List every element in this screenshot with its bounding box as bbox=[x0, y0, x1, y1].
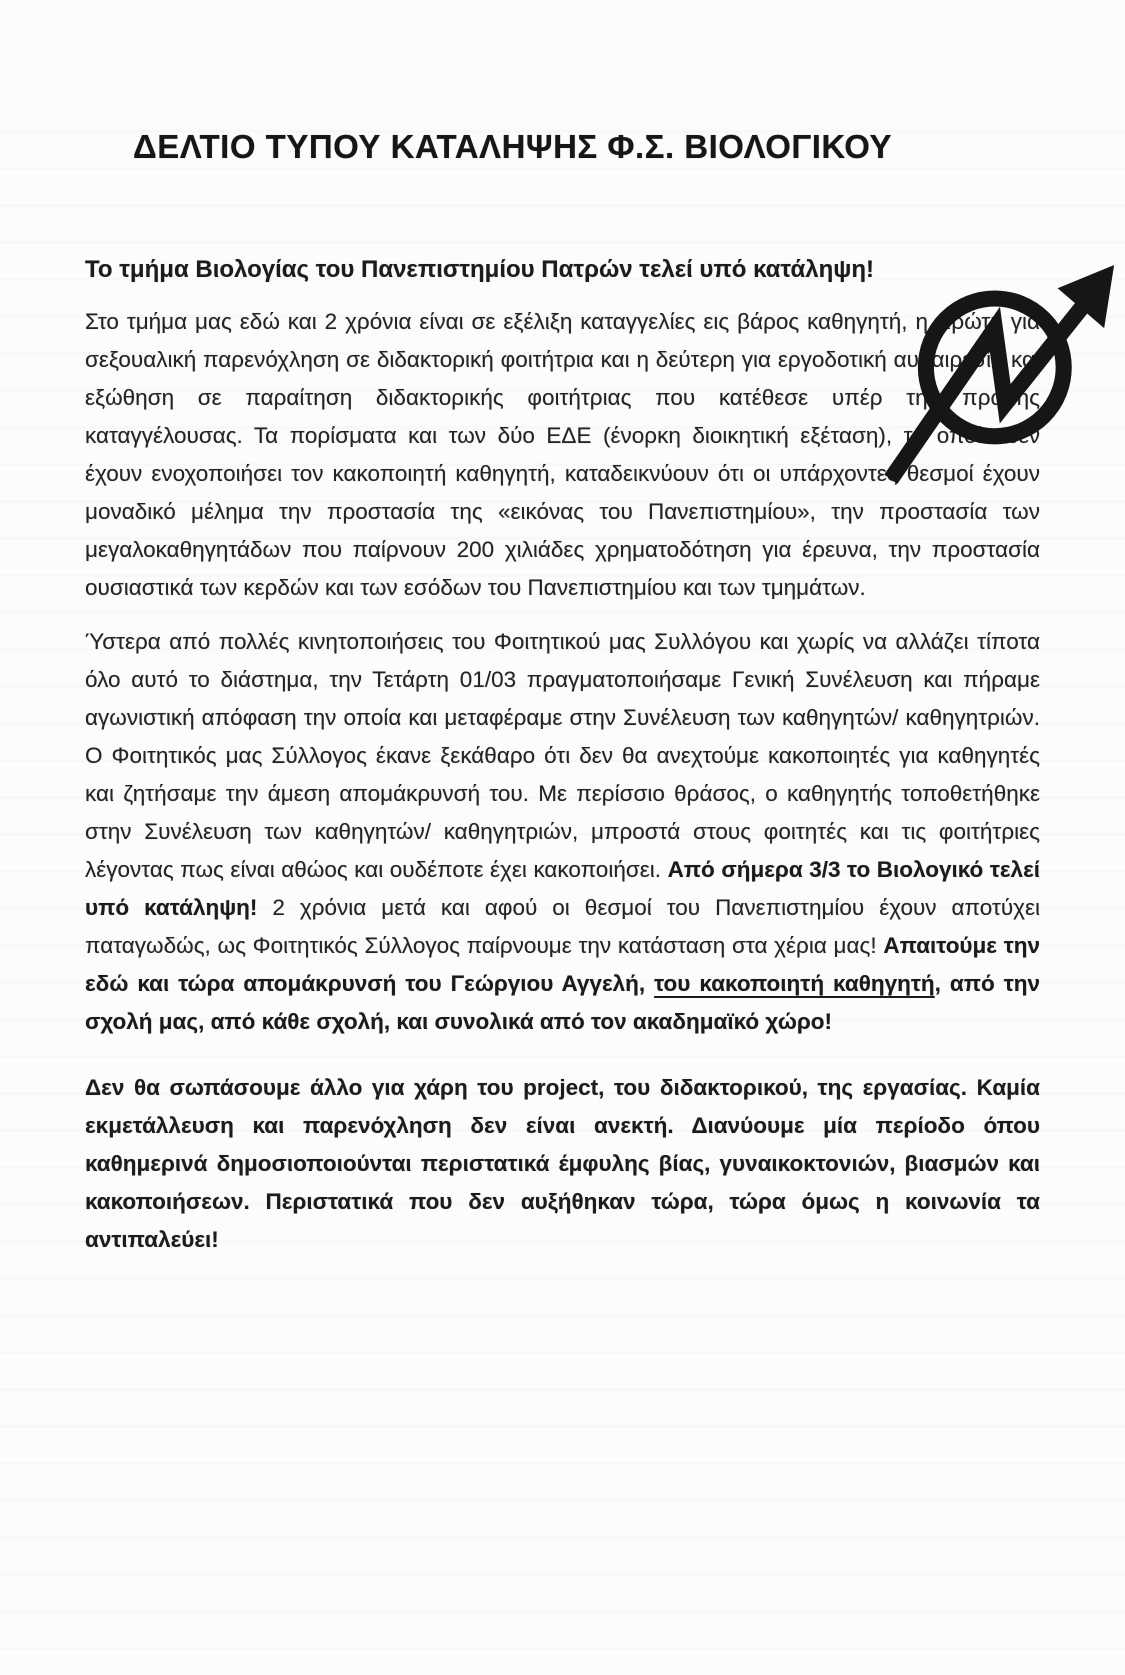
squatters-symbol-icon bbox=[880, 240, 1120, 500]
abuser-professor-underlined: του κακοποιητή καθηγητή bbox=[654, 970, 935, 996]
occupation-declaration-bold: Από σήμερα 3/3 το Βιολογικό τελεί υπό κατάληψη! bbox=[85, 856, 1040, 920]
page-title: ΔΕΛΤΙΟ ΤΥΠΟΥ ΚΑΤΑΛΗΨΗΣ Φ.Σ. ΒΙΟΛΟΓΙΚΟΥ bbox=[133, 128, 892, 165]
paragraph-occupation bbox=[85, 623, 1040, 1041]
document-page bbox=[0, 130, 1125, 1675]
paragraph-closing-statement: Δεν θα σωπάσουμε άλλο για χάρη του project, του διδακτορικού, της εργασίας. Καμία εκμετάλλευση και παρενόχληση δεν είναι ανεκτή. Διανύουμε μία περίοδο όπου καθημερινά δημοσιοποιούνται περιστατικά έμφυλης βίας, γυναικοκτονιών, βιασμών και κακοποιήσεων. Περιστατικά που δεν αυξήθηκαν τώρα, τώρα όμως η κοινωνία τα αντιπαλεύει! bbox=[85, 1074, 1040, 1252]
demand-removal-bold: Απαιτούμε την εδώ και τώρα απομάκρυνσή του Γεώργιου Αγγελή, bbox=[85, 932, 1040, 996]
demand-removal-bold-2: , από την σχολή μας, από κάθε σχολή, και συνολικά από τον ακαδημαϊκό χώρο! bbox=[85, 970, 1041, 1034]
paragraph-occupation-text-2: 2 χρόνια μετά και αφού οι θεσμοί του Πανεπιστημίου έχουν αποτύχει παταγωδώς, ως Φοιτητικός Σύλλογος παίρνουμε την κατάσταση στα χέρια μας! bbox=[85, 894, 1040, 958]
paragraph-complaints: Στο τμήμα μας εδώ και 2 χρόνια είναι σε εξέλιξη καταγγελίες εις βάρος καθηγητή, η πρώτη για σεξουαλική παρενόχληση σε διδακτορική φοιτήτρια και η δεύτερη για εργοδοτική αυθαιρεσία και εξώθηση σε παραίτηση διδακτορικής φοιτήτριας που κατέθεσε υπέρ της πρώτης καταγγέλουσας. Τα πορίσματα και των δύο ΕΔΕ (ένορκη διοικητική εξέταση), τα οποία δεν έχουν ενοχοποιήσει τον κακοποιητή καθηγητή, καταδεικνύουν ότι οι υπάρχοντες θεσμοί έχουν μοναδικό μέλημα την προστασία της «εικόνας του Πανεπιστημίου», την προστασία των μεγαλοκαθηγητάδων που παίρνουν 200 χιλιάδες χρηματοδότηση για έρευνα, την προστασία ουσιαστικά των κερδών και των εσόδων του Πανεπιστημίου και των τμημάτων. bbox=[85, 308, 1040, 600]
intro-statement: Το τμήμα Βιολογίας του Πανεπιστημίου Πατρών τελεί υπό κατάληψη! bbox=[85, 255, 874, 283]
paragraph-occupation-text: Ύστερα από πολλές κινητοποιήσεις του Φοιτητικού μας Συλλόγου και χωρίς να αλλάζει τίποτα όλο αυτό το διάστημα, την Τετάρτη 01/03 πραγματοποιήσαμε Γενική Συνέλευση και πήραμε αγωνιστική απόφαση την οποία και μεταφέραμε στην Συνέλευση των καθηγητών/ καθηγητριών. Ο Φοιτητικός μας Σύλλογος έκανε ξεκάθαρο ότι δεν θα ανεχτούμε κακοποιητές για καθηγητές και ζητήσαμε την άμεση απομάκρυνσή του. Με περίσσιο θράσος, ο καθηγητής τοποθετήθηκε στην Συνέλευση των καθηγητών/ καθηγητριών, μπροστά στους φοιτητές και τις φοιτήτριες λέγοντας πως είναι αθώος και ουδέποτε έχει κακοποιήσει. bbox=[85, 628, 1040, 882]
